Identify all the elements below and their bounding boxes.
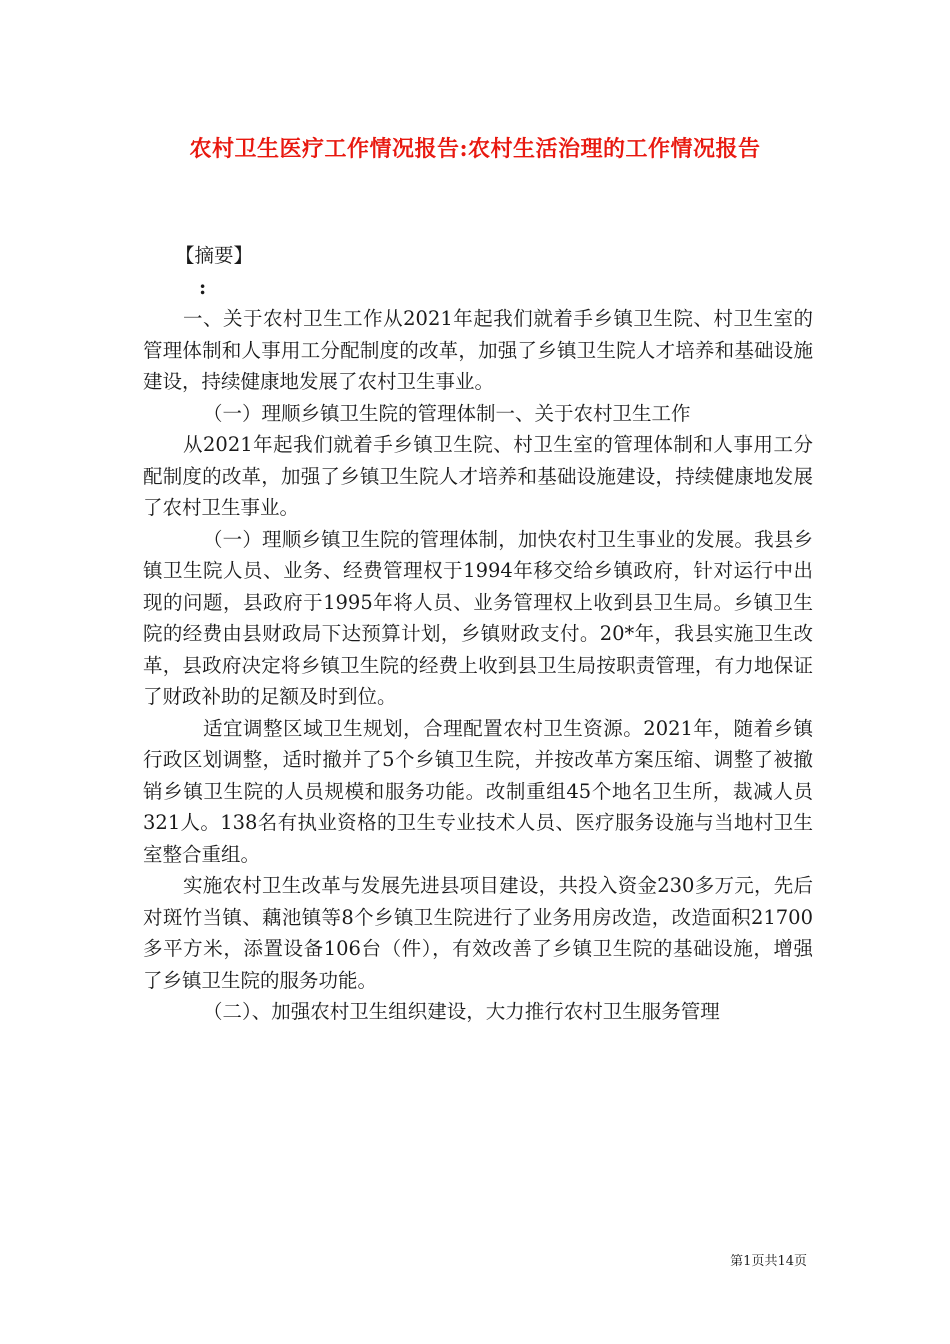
paragraph-7: （二）、加强农村卫生组织建设，大力推行农村卫生服务管理 (203, 1000, 720, 1023)
paragraph-3: 从2021年起我们就着手乡镇卫生院、村卫生室的管理体制和人事用工分配制度的改革，加强了乡镇卫生院人才培养和基础设施建设，持续健康地发展了农村卫生事业。 (143, 433, 813, 519)
abstract-colon: : (199, 275, 207, 299)
abstract-label: 【摘要】 (175, 244, 254, 267)
paragraph-1: 一、关于农村卫生工作从2021年起我们就着手乡镇卫生院、村卫生室的管理体制和人事用工分配制度的改革，加强了乡镇卫生院人才培养和基础设施建设，持续健康地发展了农村卫生事业。 (143, 307, 813, 393)
paragraph-4: （一）理顺乡镇卫生院的管理体制，加快农村卫生事业的发展。我县乡镇卫生院人员、业务、经费管理权于1994年移交给乡镇政府，针对运行中出现的问题，县政府于1995年将人员、业务管理权上收到县卫生局。乡镇卫生院的经费由县财政局下达预算计划，乡镇财政支付。20*年，我县实施卫生改革，县政府决定将乡镇卫生院的经费上收到县卫生局按职责管理，有力地保证了财政补助的足额及时到位。 (143, 527, 813, 708)
paragraph-6: 实施农村卫生改革与发展先进县项目建设，共投入资金230多万元，先后对斑竹当镇、藕池镇等8个乡镇卫生院进行了业务用房改造，改造面积21700多平方米，添置设备106台（件），有效改善了乡镇卫生院的基础设施，增强了乡镇卫生院的服务功能。 (143, 874, 813, 992)
document-body (143, 240, 813, 1028)
paragraph-5: 适宜调整区域卫生规划，合理配置农村卫生资源。2021年，随着乡镇行政区划调整，适时撤并了5个乡镇卫生院，并按改革方案压缩、调整了被撤销乡镇卫生院的人员规模和服务功能。改制重组45个地名卫生所，裁减人员321人。138名有执业资格的卫生专业技术人员、医疗服务设施与当地村卫生室整合重组。 (143, 716, 813, 866)
document-title: 农村卫生医疗工作情况报告:农村生活治理的工作情况报告 (189, 136, 761, 162)
page-footer: 第1页共14页 (730, 1254, 807, 1269)
paragraph-2: （一）理顺乡镇卫生院的管理体制一、关于农村卫生工作 (203, 401, 691, 425)
